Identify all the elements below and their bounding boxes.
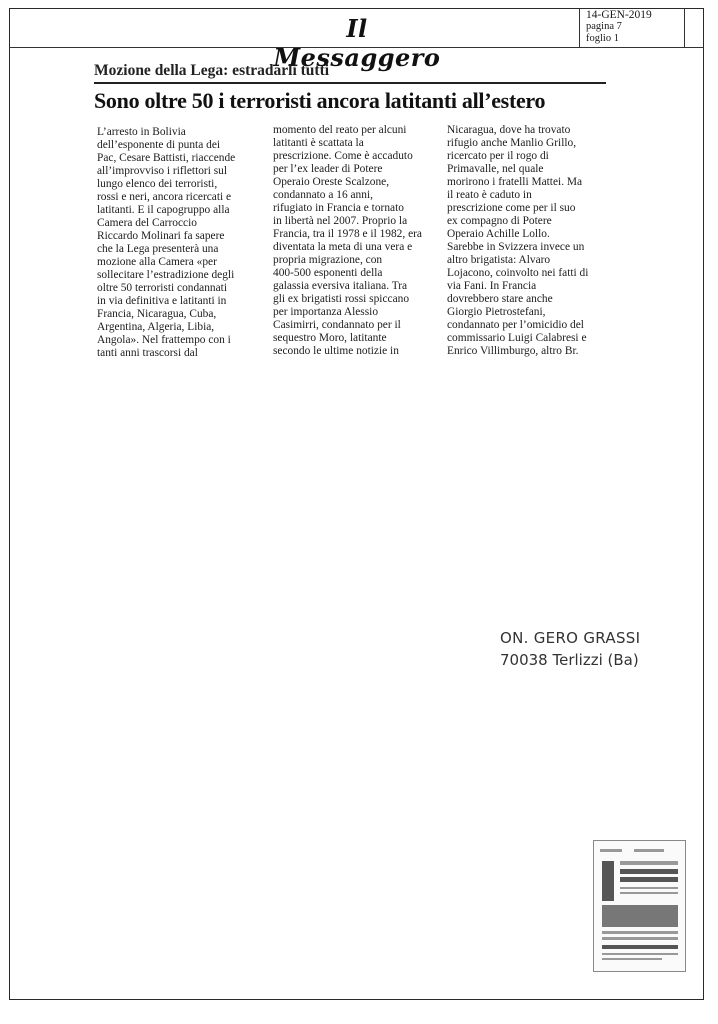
article-text-line: Nicaragua, dove ha trovato <box>447 124 571 136</box>
article-text-line: prescrizione. Come è accaduto <box>273 150 413 162</box>
article-text-line: Pac, Cesare Battisti, riaccende <box>97 152 236 164</box>
article-text-line: rifugiato in Francia e tornato <box>273 202 404 214</box>
article-text-line: Giorgio Pietrostefani, <box>447 306 546 318</box>
stamp-address: 70038 Terlizzi (Ba) <box>500 651 639 669</box>
clipping-meta <box>579 8 685 47</box>
article-text-line: che la Lega presenterà una <box>97 243 219 255</box>
article-text-line: per l’ex leader di Potere <box>273 163 383 175</box>
article-text-line: Riccardo Molinari fa sapere <box>97 230 225 242</box>
article-text-line: ex compagno di Potere <box>447 215 552 227</box>
article-text-line: mozione alla Camera «per <box>97 256 217 268</box>
article-text-line: secondo le ultime notizie in <box>273 345 399 357</box>
article-text-line: ricercato per il rogo di <box>447 150 549 162</box>
article-text-line: in libertà nel 2007. Proprio la <box>273 215 408 227</box>
article-text-line: diventata la meta di una vera e <box>273 241 413 253</box>
article-text-line: sequestro Moro, latitante <box>273 332 387 344</box>
article-text-line: in via definitiva e latitanti in <box>97 295 227 307</box>
clipping-date: 14-GEN-2019 <box>586 9 652 21</box>
article-text-line: 400-500 esponenti della <box>273 267 383 279</box>
article-text-line: Enrico Villimburgo, altro Br. <box>447 345 579 357</box>
kicker-rule <box>94 82 606 84</box>
article-text-line: condannato a 16 anni, <box>273 189 373 201</box>
article-text-line: commissario Luigi Calabresi e <box>447 332 587 344</box>
newspaper-masthead: Il Messaggero <box>273 14 441 72</box>
article-text-line: Argentina, Algeria, Libia, <box>97 321 215 333</box>
owner-stamp <box>500 627 640 671</box>
article-text-line: il reato è caduto in <box>447 189 532 201</box>
article-text-line: dell’esponente di punta dei <box>97 139 221 151</box>
article-text-line: dovrebbero stare anche <box>447 293 553 305</box>
article-column-2 <box>273 124 443 358</box>
article-text-line: rifugio anche Manlio Grillo, <box>447 137 577 149</box>
article-text-line: Operaio Oreste Scalzone, <box>273 176 390 188</box>
article-text-line: Sarebbe in Svizzera invece un <box>447 241 585 253</box>
article-column-1 <box>97 126 265 360</box>
article-text-line: lungo elenco dei terroristi, <box>97 178 218 190</box>
clipping-page: pagina 7 <box>586 21 622 32</box>
article-text-line: momento del reato per alcuni <box>273 124 407 136</box>
clipping-sheet-number: foglio 1 <box>586 33 619 44</box>
article-text-line: Camera del Carroccio <box>97 217 197 229</box>
article-text-line: Lojacono, coinvolto nei fatti di <box>447 267 589 279</box>
article-text-line: tanti anni trascorsi dal <box>97 347 198 359</box>
stamp-name: ON. GERO GRASSI <box>500 629 641 647</box>
article-text-line: propria migrazione, con <box>273 254 383 266</box>
article-text-line: Francia, Nicaragua, Cuba, <box>97 308 217 320</box>
article-text-line: Francia, tra il 1978 e il 1982, era <box>273 228 422 240</box>
article-text-line: galassia eversiva italiana. Tra <box>273 280 408 292</box>
article-text-line: prescrizione come per il suo <box>447 202 576 214</box>
article-text-line: sollecitare l’estradizione degli <box>97 269 235 281</box>
article-text-line: via Fani. In Francia <box>447 280 537 292</box>
article-text-line: Casimirri, condannato per il <box>273 319 401 331</box>
article-text-line: morirono i fratelli Mattei. Ma <box>447 176 583 188</box>
article-text-line: Primavalle, nel quale <box>447 163 544 175</box>
article-text-line: Operaio Achille Lollo. <box>447 228 550 240</box>
article-text-line: L’arresto in Bolivia <box>97 126 186 138</box>
article-text-line: per importanza Alessio <box>273 306 379 318</box>
article-text-line: Angola». Nel frattempo con i <box>97 334 231 346</box>
article-column-3 <box>447 124 617 358</box>
page-thumbnail <box>593 840 686 972</box>
article-headline: Sono oltre 50 i terroristi ancora latitanti all’estero <box>94 88 546 113</box>
article-text-line: altro brigatista: Alvaro <box>447 254 551 266</box>
article-text-line: all’improvviso i riflettori sul <box>97 165 228 177</box>
article-text-line: oltre 50 terroristi condannati <box>97 282 228 294</box>
article-text-line: gli ex brigatisti rossi spiccano <box>273 293 410 305</box>
article-text-line: latitanti. E il capogruppo alla <box>97 204 230 216</box>
article-text-line: latitanti è scattata la <box>273 137 364 149</box>
article-kicker: Mozione della Lega: estradarli tutti <box>94 62 330 79</box>
article-text-line: condannato per l’omicidio del <box>447 319 584 331</box>
article-text-line: rossi e neri, ancora ricercati e <box>97 191 232 203</box>
